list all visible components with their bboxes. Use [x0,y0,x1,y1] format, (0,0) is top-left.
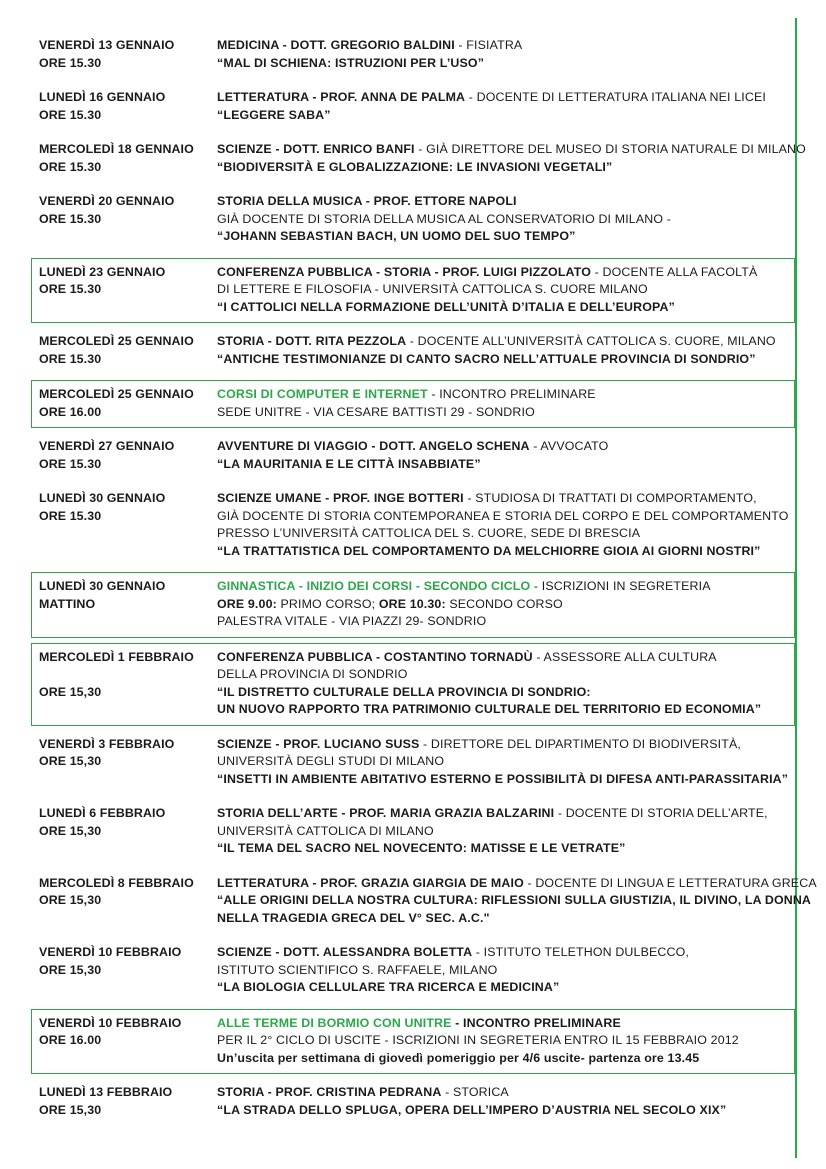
event-entry [31,37,795,72]
event-title-text: STORIA DELL’ARTE - PROF. MARIA GRAZIA BALZARINI [217,806,555,820]
event-detail-line [217,159,789,177]
event-detail-line [217,1015,788,1033]
event-details [217,578,788,631]
event-detail-line [217,89,789,107]
event-details [217,89,789,124]
event-time: ORE 15.30 [39,211,102,226]
event-title-text: LETTERATURA - PROF. ANNA DE PALMA [217,90,466,104]
event-detail-line [217,840,789,858]
event-info-text: - ISCRIZIONI IN SEGRETERIA [530,579,711,593]
event-title-text: “I CATTOLICI NELLA FORMAZIONE DELL’UNITÀ D’ITALIA E DELL’EUROPA” [217,299,675,314]
event-details [217,1084,789,1119]
event-detail-line [217,701,788,719]
event-day: VENERDÌ 10 FEBBRAIO [39,945,182,959]
event-title-text: “LA TRATTATISTICA DEL COMPORTAMENTO DA MELCHIORRE GIOIA AI GIORNI NOSTRI” [217,543,761,558]
event-time: ORE 15,30 [39,754,102,768]
event-day: LUNEDÌ 16 GENNAIO [39,90,166,104]
event-detail-line [217,1102,789,1120]
event-list [0,37,826,1136]
event-entry [31,875,817,928]
event-details [217,649,788,719]
event-info-text: - DOCENTE DI LINGUA E LETTERATURA GRECA [523,875,817,890]
event-title-text: SCIENZE - DOTT. ENRICO BANFI [217,142,415,156]
event-date [39,805,217,858]
event-date [39,386,217,421]
event-time: ORE 16.00 [39,404,102,419]
event-detail-line [217,613,788,631]
event-date [39,649,217,719]
event-detail-line [217,771,789,789]
event-info-text: PER IL 2° CICLO DI USCITE - ISCRIZIONI IN SEGRETERIA ENTRO IL 15 FEBBRAIO 2012 [217,1033,739,1047]
event-detail-line [217,386,788,404]
event-detail-line [217,944,789,962]
event-time: ORE 15.30 [39,282,102,296]
event-details [217,386,788,421]
event-entry [31,944,795,997]
event-details [217,333,789,368]
event-info-text: UNIVERSITÀ DEGLI STUDI DI MILANO [217,754,445,768]
event-entry [31,805,795,858]
event-date [39,490,217,560]
event-detail-line [217,1050,788,1068]
event-title-text: CONFERENZA PUBBLICA - COSTANTINO TORNADÙ [217,649,533,664]
event-date [39,438,217,473]
event-details [217,438,789,473]
event-entry-highlighted [31,643,795,726]
event-detail-line [217,456,789,474]
event-detail-line [217,490,789,508]
event-info-text: ISTITUTO SCIENTIFICO S. RAFFAELE, MILANO [217,962,498,977]
event-detail-line [217,1084,789,1102]
event-time: ORE 15.30 [39,456,102,471]
event-title-text: ORE 9.00: [217,596,277,611]
event-day: VENERDÌ 3 FEBBRAIO [39,736,175,751]
event-date [39,37,217,72]
event-entry [31,141,806,176]
event-day: LUNEDÌ 13 FEBBRAIO [39,1085,173,1099]
event-time: ORE 15,30 [39,823,102,838]
event-day: MERCOLEDÌ 25 GENNAIO [39,387,194,401]
event-detail-line [217,596,788,614]
event-title-text: “MAL DI SCHIENA: ISTRUZIONI PER L’USO” [217,55,485,70]
event-detail-line [217,649,788,667]
event-details [217,490,789,560]
event-title-text: STORIA DELLA MUSICA - PROF. ETTORE NAPOLI [217,194,517,208]
event-details [217,264,788,317]
event-date [39,736,217,789]
event-day: LUNEDÌ 23 GENNAIO [39,264,166,279]
event-time [39,666,217,684]
event-detail-line [217,753,789,771]
event-title-text: “BIODIVERSITÀ E GLOBALIZZAZIONE: LE INVASIONI VEGETALI” [217,159,613,174]
event-details [217,736,789,789]
event-title-text: “IL TEMA DEL SACRO NEL NOVECENTO: MATISSE E LE VETRATE” [217,841,626,855]
event-detail-line [217,107,789,125]
event-entry [31,736,795,789]
event-date [39,1015,217,1068]
event-title-text: STORIA - PROF. CRISTINA PEDRANA [217,1085,442,1099]
event-detail-line [217,264,788,282]
event-time: ORE 15.30 [39,55,102,70]
event-entry [31,1084,795,1119]
event-info-text: - GIÀ DIRETTORE DEL MUSEO DI STORIA NATURALE DI MILANO [414,142,806,156]
event-info-text: - STUDIOSA DI TRATTATI DI COMPORTAMENTO, [463,491,757,505]
event-day: VENERDÌ 20 GENNAIO [39,194,175,208]
event-info-text: - DIRETTORE DEL DIPARTIMENTO DI BIODIVERSITÀ, [419,736,741,751]
event-day: VENERDÌ 10 FEBBRAIO [39,1015,182,1030]
event-time: ORE 16.00 [39,1033,102,1047]
event-entry [31,490,795,560]
event-time: ORE 15.30 [39,107,102,122]
event-title-text: “LA STRADA DELLO SPLUGA, OPERA DELL’IMPERO D’AUSTRIA NEL SECOLO XIX” [217,1102,727,1117]
event-title-text: NELLA TRAGEDIA GRECA DEL V° SEC. A.C." [217,910,490,925]
event-entry-highlighted [31,1009,795,1075]
event-detail-line [217,736,789,754]
event-info-text: DELLA PROVINCIA DI SONDRIO [217,667,408,681]
event-title-text: ORE 10.30: [378,596,446,611]
event-time: ORE 15.30 [39,159,102,174]
event-date [39,89,217,124]
event-info-text: PRIMO CORSO; [276,596,379,611]
event-detail-line [217,55,789,73]
event-detail-line [217,141,806,159]
event-detail-line [217,228,789,246]
event-detail-line [217,525,789,543]
event-title-text: “LEGGERE SABA” [217,107,331,122]
event-info-text: GIÀ DOCENTE DI STORIA CONTEMPORANEA E STORIA DEL CORPO E DEL COMPORTAMENTO [217,508,789,523]
event-info-text: - FISIATRA [454,38,523,52]
event-title-text: CONFERENZA PUBBLICA - STORIA - PROF. LUIGI PIZZOLATO [217,264,592,279]
event-info-text: - DOCENTE ALLA FACOLTÀ [591,264,758,279]
event-info-text: - INCONTRO PRELIMINARE [427,387,596,401]
event-time: ORE 15,30 [39,893,102,907]
event-details [217,1015,788,1068]
event-detail-line [217,823,789,841]
event-date [39,264,217,317]
event-detail-line [217,805,789,823]
event-title-text: “LA MAURITANIA E LE CITTÀ INSABBIATE” [217,456,481,471]
event-day: VENERDÌ 13 GENNAIO [39,38,175,52]
event-entry [31,333,795,368]
event-info-text: PRESSO L’UNIVERSITÀ CATTOLICA DEL S. CUORE, SEDE DI BRESCIA [217,526,641,540]
event-title-text: LETTERATURA - PROF. GRAZIA GIARGIA DE MAIO [217,875,524,890]
event-info-text: - DOCENTE DI LETTERATURA ITALIANA NEI LICEI [465,90,766,104]
event-detail-line [217,281,788,299]
event-entry [31,89,795,124]
event-day: LUNEDÌ 6 FEBBRAIO [39,806,166,820]
event-day: MERCOLEDÌ 1 FEBBRAIO [39,649,194,664]
event-details [217,805,789,858]
event-title-text: “IL DISTRETTO CULTURALE DELLA PROVINCIA DI SONDRIO: [217,684,591,699]
event-detail-line [217,37,789,55]
event-detail-line [217,333,789,351]
event-date [39,333,217,368]
event-highlight-text: CORSI DI COMPUTER E INTERNET [217,387,428,401]
event-date [39,1084,217,1119]
event-detail-line [217,404,788,422]
event-info-text: PALESTRA VITALE - VIA PIAZZI 29- SONDRIO [217,614,487,628]
event-time: MATTINO [39,596,96,611]
event-detail-line [217,578,788,596]
event-detail-line [217,666,788,684]
event-detail-line [217,211,789,229]
event-detail-line [217,910,789,928]
event-entry-highlighted [31,572,795,638]
event-date [39,875,217,928]
event-title-text: “JOHANN SEBASTIAN BACH, UN UOMO DEL SUO TEMPO” [217,229,576,243]
event-detail-line [217,508,789,526]
event-title-text: SCIENZE - PROF. LUCIANO SUSS [217,736,420,751]
event-detail-line [217,543,789,561]
event-title-text: “ANTICHE TESTIMONIANZE DI CANTO SACRO NELL’ATTUALE PROVINCIA DI SONDRIO” [217,351,756,366]
event-detail-line [217,875,817,893]
event-info-text: - DOCENTE DI STORIA DELL’ARTE, [554,806,768,820]
event-highlight-text: ALLE TERME DI BORMIO CON UNITRE [217,1015,452,1030]
event-time: ORE 15.30 [39,508,102,523]
event-title-text: AVVENTURE DI VIAGGIO - DOTT. ANGELO SCHENA [217,439,530,453]
event-details [217,37,789,72]
event-detail-line [217,351,789,369]
event-date [39,578,217,631]
event-entry-highlighted [31,380,795,428]
event-date [39,193,217,246]
event-info-text: - ISTITUTO TELETHON DULBECCO, [472,945,689,959]
event-title-text: “INSETTI IN AMBIENTE ABITATIVO ESTERNO E POSSIBILITÀ DI DIFESA ANTI-PARASSITARIA” [217,771,789,786]
event-title-text: Un’uscita per settimana di giovedì pomeriggio per 4/6 uscite- partenza ore 13.45 [217,1050,700,1065]
event-detail-line [217,193,789,211]
event-day: LUNEDÌ 30 GENNAIO [39,579,166,593]
event-date [39,944,217,997]
event-details [217,944,789,997]
event-entry [31,438,795,473]
event-info-text: DI LETTERE E FILOSOFIA - UNIVERSITÀ CATTOLICA S. CUORE MILANO [217,282,648,296]
event-title-text: STORIA - DOTT. RITA PEZZOLA [217,334,407,348]
event-details [217,141,806,176]
event-detail-line [217,892,812,910]
event-highlight-text: GINNASTICA - INIZIO DEI CORSI - SECONDO CICLO [217,579,531,593]
event-title-text: SCIENZE UMANE - PROF. INGE BOTTERI [217,491,464,505]
event-entry-highlighted [31,258,795,324]
event-detail-line [217,1032,788,1050]
event-info-text: - ASSESSORE ALLA CULTURA [532,649,717,664]
event-title-text: “ALLE ORIGINI DELLA NOSTRA CULTURA: RIFLESSIONI SULLA GIUSTIZIA, IL DIVINO, LA DONNA [217,893,812,907]
event-title-text: MEDICINA - DOTT. GREGORIO BALDINI [217,38,455,52]
event-time: ORE 15,30 [39,962,102,977]
event-info-text: - DOCENTE ALL’UNIVERSITÀ CATTOLICA S. CUORE, MILANO [406,334,776,348]
event-details [217,193,789,246]
event-entry [31,193,795,246]
event-date [39,141,217,176]
event-day: VENERDÌ 27 GENNAIO [39,439,175,453]
event-info-text: - AVVOCATO [529,439,609,453]
event-detail-line [217,299,788,317]
event-info-text: - STORICA [441,1085,509,1099]
event-info-text: GIÀ DOCENTE DI STORIA DELLA MUSICA AL CONSERVATORIO DI MILANO - [217,211,672,226]
event-detail-line [217,962,789,980]
event-detail-line [217,684,788,702]
event-time: ORE 15.30 [39,351,102,366]
event-title-text: UN NUOVO RAPPORTO TRA PATRIMONIO CULTURALE DEL TERRITORIO ED ECONOMIA” [217,702,762,716]
event-day: LUNEDÌ 30 GENNAIO [39,491,166,505]
event-day: MERCOLEDÌ 8 FEBBRAIO [39,875,194,890]
event-info-text: UNIVERSITÀ CATTOLICA DI MILANO [217,823,434,838]
event-info-text: SEDE UNITRE - VIA CESARE BATTISTI 29 - SONDRIO [217,404,535,419]
event-day: MERCOLEDÌ 25 GENNAIO [39,334,194,348]
event-detail-line [217,979,789,997]
event-time: ORE 15,30 [39,684,102,699]
event-info-text: SECONDO CORSO [445,596,563,611]
event-title-text: “LA BIOLOGIA CELLULARE TRA RICERCA E MEDICINA” [217,980,560,994]
event-title-text: SCIENZE - DOTT. ALESSANDRA BOLETTA [217,945,473,959]
event-detail-line [217,438,789,456]
event-details [217,875,817,928]
event-day: MERCOLEDÌ 18 GENNAIO [39,142,194,156]
event-title-text: - INCONTRO PRELIMINARE [451,1015,621,1030]
event-time: ORE 15,30 [39,1102,102,1117]
